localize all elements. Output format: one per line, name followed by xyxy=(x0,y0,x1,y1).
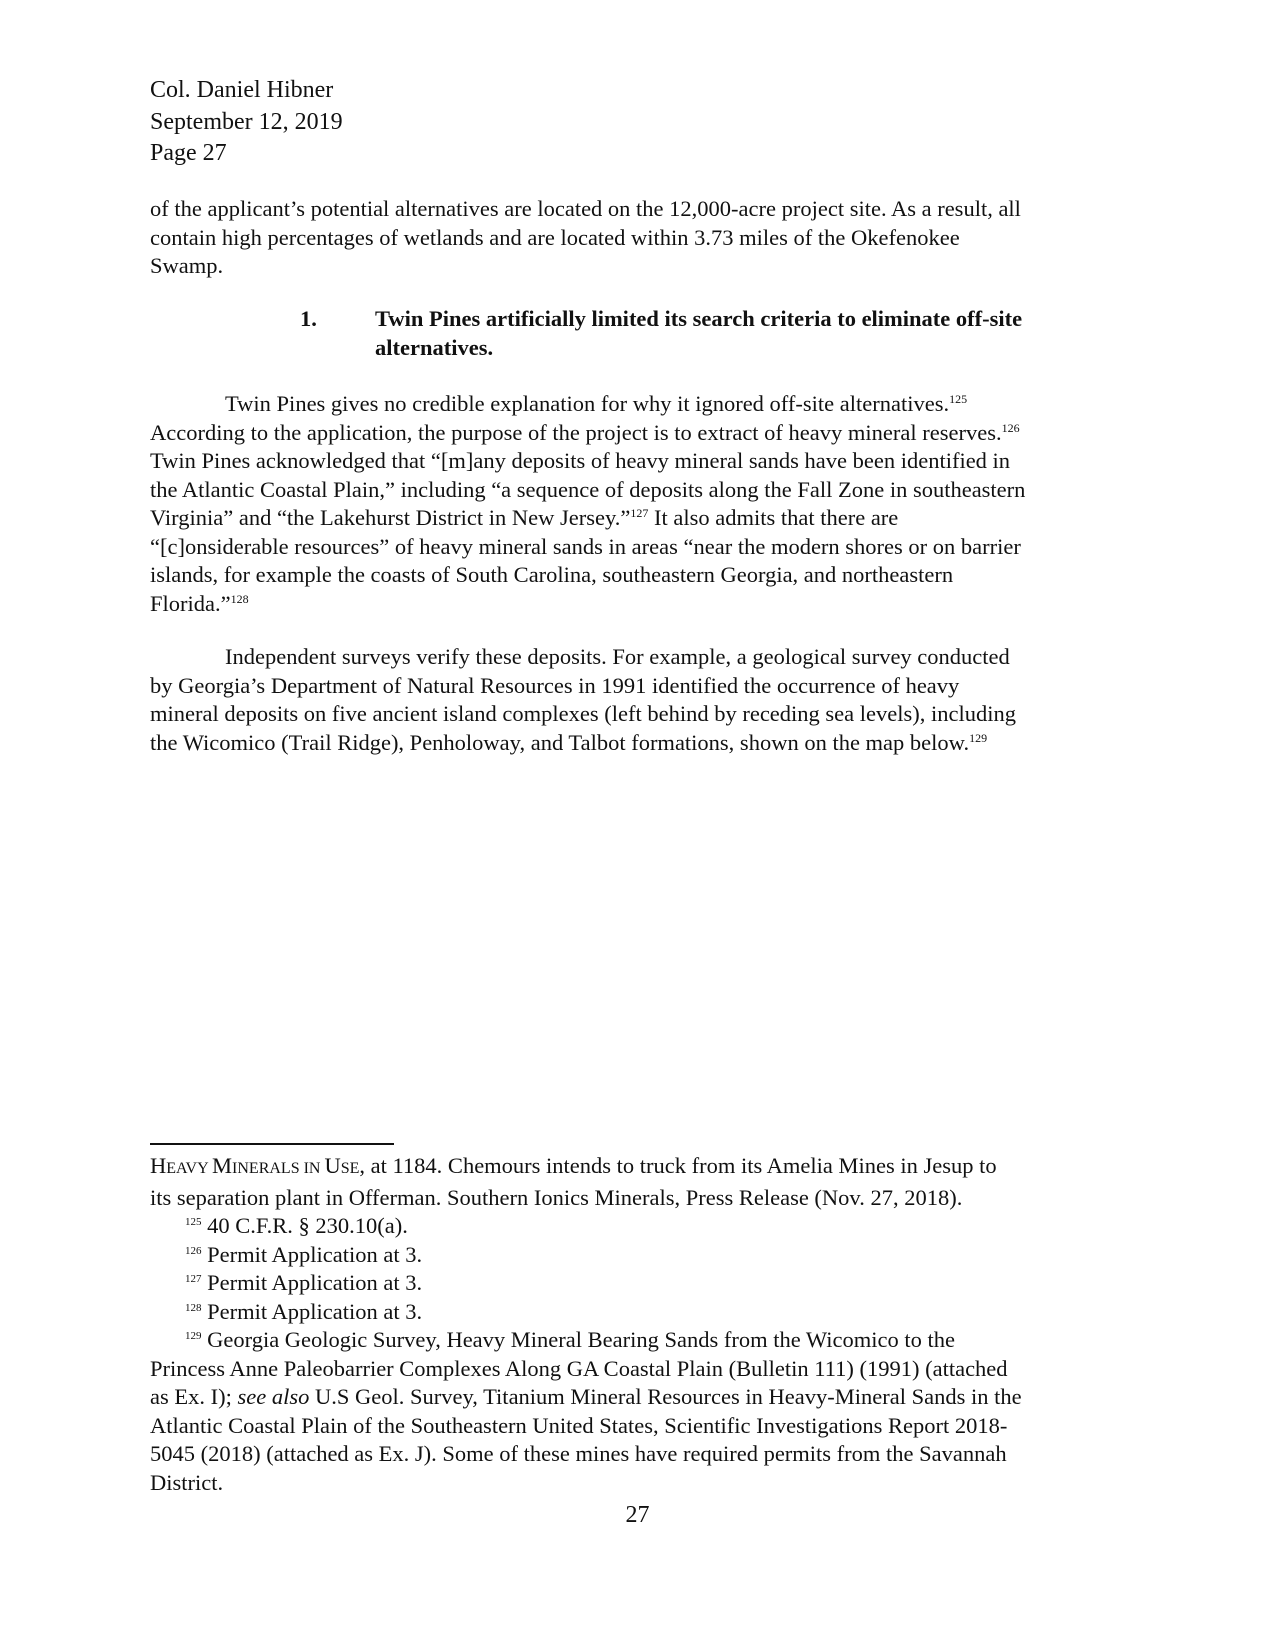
text-span: According to the application, the purpose of the project is to extract of heavy mineral reserves. xyxy=(150,419,1002,445)
section-heading xyxy=(300,305,1100,362)
text-line: Atlantic Coastal Plain of the Southeastern United States, Scientific Investigations Report 2018- xyxy=(150,1412,1008,1438)
small-caps-letter: M xyxy=(212,1153,233,1178)
text-line: islands, for example the coasts of South Carolina, southeastern Georgia, and northeastern xyxy=(150,562,954,587)
paragraph-independent-surveys xyxy=(150,643,1130,757)
paragraph-search-criteria xyxy=(150,390,1130,618)
heading-number: 1. xyxy=(300,306,317,331)
text-line: Independent surveys verify these deposits. For example, a geological survey conducted xyxy=(225,644,1010,669)
text-line: Twin Pines acknowledged that “[m]any deposits of heavy mineral sands have been identified in xyxy=(150,448,1011,473)
page-number: 27 xyxy=(625,1502,650,1528)
text-span: Virginia” and “the Lakehurst District in New Jersey.” xyxy=(150,505,631,530)
footnote-ref: 129 xyxy=(969,730,988,745)
text-line: mineral deposits on five ancient island complexes (left behind by receding sea levels), including xyxy=(150,701,1016,726)
footnote-number: 127 xyxy=(185,1273,202,1285)
text-line: District. xyxy=(150,1469,224,1495)
footnote-text: Permit Application at 3. xyxy=(201,1270,423,1295)
small-caps-text: INERALS IN xyxy=(232,1160,325,1177)
text-line: the Atlantic Coastal Plain,” including “a sequence of deposits along the Fall Zone in southeastern xyxy=(150,476,1026,502)
footnote-text: Permit Application at 3. xyxy=(201,1298,423,1324)
footnote-separator xyxy=(150,1143,394,1145)
text-line xyxy=(150,504,1130,533)
text-line xyxy=(150,390,1130,419)
footnote-continued-line: its separation plant in Offerman. Southern Ionics Minerals, Press Release (Nov. 27, 2018). xyxy=(150,1184,963,1210)
small-caps-text: EAVY xyxy=(166,1160,213,1177)
text-line xyxy=(150,590,1130,619)
footnote-ref: 127 xyxy=(630,506,649,520)
text-line xyxy=(150,1326,1130,1355)
footnote-continued xyxy=(150,1152,1130,1184)
footnote-number: 129 xyxy=(185,1330,202,1342)
footnote-128 xyxy=(150,1298,1130,1327)
text-line xyxy=(150,419,1130,448)
footnote-text: Permit Application at 3. xyxy=(201,1241,423,1267)
footnotes xyxy=(150,1152,1130,1497)
footnote-129 xyxy=(150,1326,1130,1497)
footnote-125 xyxy=(150,1212,1130,1241)
text-line: contain high percentages of wetlands and are located within 3.73 miles of the Okefenokee xyxy=(150,224,960,250)
text-line: by Georgia’s Department of Natural Resources in 1991 identified the occurrence of heavy xyxy=(150,672,960,698)
text-span: Florida.” xyxy=(150,590,231,616)
text-line: of the applicant’s potential alternatives are located on the 12,000-acre project site. As a result, all xyxy=(150,196,1021,221)
heading-line: Twin Pines artificially limited its search criteria to eliminate off-site xyxy=(375,306,1023,331)
footnote-126 xyxy=(150,1241,1130,1270)
text-line: Swamp. xyxy=(150,253,224,278)
text-line: Princess Anne Paleobarrier Complexes Along GA Coastal Plain (Bulletin 111) (1991) (attached xyxy=(150,1355,1008,1381)
text-line: 5045 (2018) (attached as Ex. J). Some of these mines have required permits from the Savannah xyxy=(150,1441,1007,1466)
letter-header xyxy=(150,75,1130,170)
text-span: , at 1184. Chemours intends to truck from its Amelia Mines in Jesup to xyxy=(359,1153,997,1178)
footnote-text: 40 C.F.R. § 230.10(a). xyxy=(201,1213,408,1238)
letter-date: September 12, 2019 xyxy=(150,108,343,135)
footnote-127 xyxy=(150,1269,1130,1298)
heading-line: alternatives. xyxy=(375,334,494,360)
paragraph-continued xyxy=(150,195,1130,281)
text-span: U.S Geol. Survey, Titanium Mineral Resources in Heavy-Mineral Sands in the xyxy=(309,1384,1022,1409)
text-span: the Wicomico (Trail Ridge), Penholoway, and Talbot formations, shown on the map below. xyxy=(150,729,970,755)
footnote-ref: 125 xyxy=(949,392,968,406)
small-caps-letter: U xyxy=(324,1153,341,1178)
italic-signal: see also xyxy=(237,1384,310,1409)
footnote-number: 128 xyxy=(185,1301,202,1314)
text-line: “[c]onsiderable resources” of heavy mineral sands in areas “near the modern shores or on barrier xyxy=(150,533,1021,559)
text-span: Twin Pines gives no credible explanation for why it ignored off-site alternatives. xyxy=(225,391,950,416)
text-line xyxy=(150,729,1130,758)
footnote-ref: 128 xyxy=(230,591,249,606)
footnote-number: 125 xyxy=(185,1216,202,1228)
text-span: It also admits that there are xyxy=(648,505,899,530)
header-page-label: Page 27 xyxy=(150,140,227,166)
small-caps-text: SE xyxy=(340,1160,360,1177)
recipient-name: Col. Daniel Hibner xyxy=(150,77,334,103)
small-caps-letter: H xyxy=(150,1153,167,1178)
text-line xyxy=(150,1383,1130,1412)
heading-text xyxy=(375,305,1100,362)
text-span: as Ex. I); xyxy=(150,1384,238,1409)
footnote-ref: 126 xyxy=(1001,420,1020,435)
footnote-number: 126 xyxy=(185,1244,202,1257)
footnote-text: Georgia Geologic Survey, Heavy Mineral Bearing Sands from the Wicomico to the xyxy=(201,1327,955,1352)
